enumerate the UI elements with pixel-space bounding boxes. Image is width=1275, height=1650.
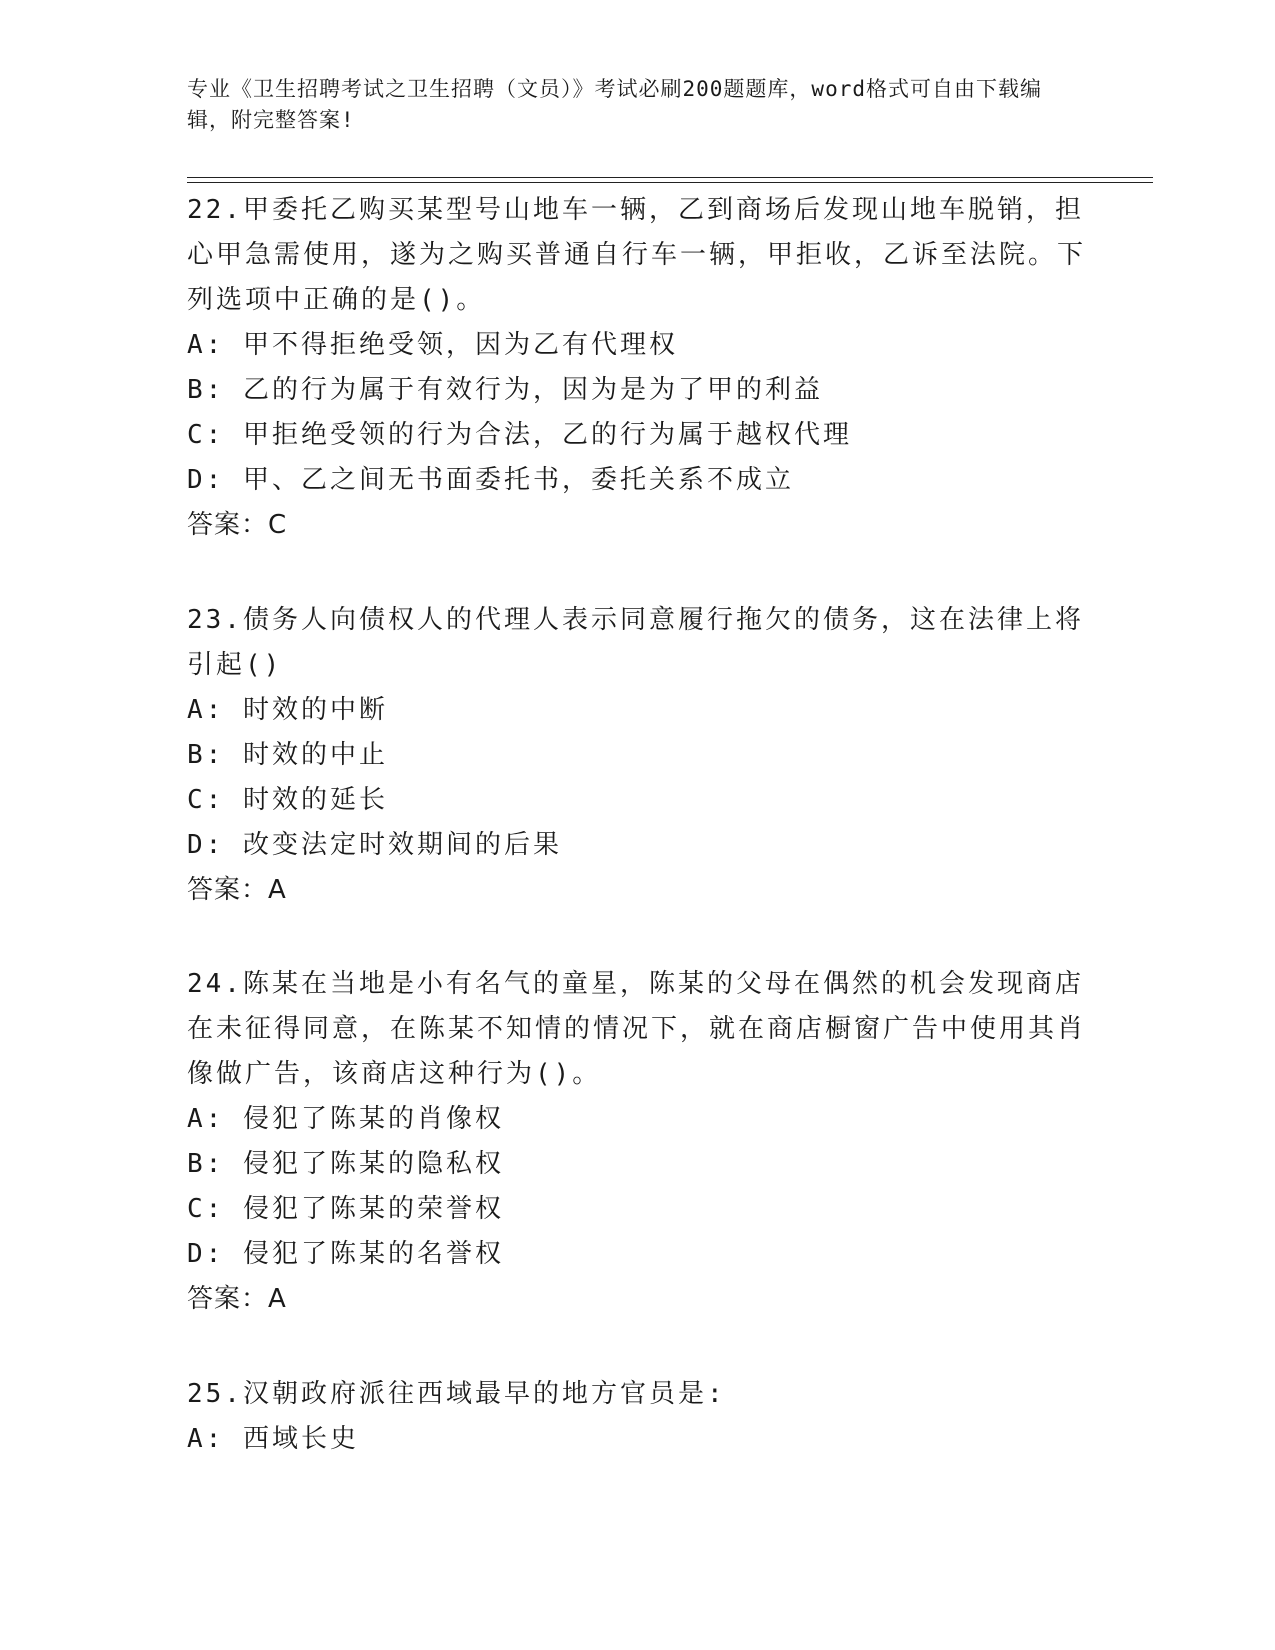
question-stem: 债务人向债权人的代理人表示同意履行拖欠的债务，这在法律上将引起()	[187, 605, 1084, 680]
answer-label: 答案：	[187, 510, 269, 540]
answer-line	[187, 868, 1087, 913]
answer-value: A	[268, 875, 287, 905]
question-stem: 陈某在当地是小有名气的童星，陈某的父母在偶然的机会发现商店在未征得同意，在陈某不知情的情况下，就在商店橱窗广告中使用其肖像做广告，该商店这种行为()。	[187, 969, 1087, 1089]
question-23	[187, 598, 1087, 913]
header-divider-bottom	[187, 182, 1153, 183]
question-text	[187, 962, 1087, 1097]
document-header: 专业《卫生招聘考试之卫生招聘（文员）》考试必刷200题题库，word格式可自由下载编辑，附完整答案!	[187, 77, 1042, 132]
question-24	[187, 962, 1087, 1322]
option-c: C: 时效的延长	[187, 785, 388, 815]
option-b: B: 侵犯了陈某的隐私权	[187, 1149, 504, 1179]
answer-line	[187, 1277, 1087, 1322]
option-a: A: 甲不得拒绝受领，因为乙有代理权	[187, 330, 678, 360]
option-d: D: 改变法定时效期间的后果	[187, 830, 562, 860]
option-b: B: 时效的中止	[187, 740, 388, 770]
option-a: A: 侵犯了陈某的肖像权	[187, 1104, 504, 1134]
question-stem: 汉朝政府派往西域最早的地方官员是:	[242, 1379, 726, 1409]
option-a: A: 西域长史	[187, 1424, 359, 1454]
option-c: C: 侵犯了陈某的荣誉权	[187, 1194, 504, 1224]
option-a: A: 时效的中断	[187, 695, 388, 725]
question-stem: 甲委托乙购买某型号山地车一辆，乙到商场后发现山地车脱销，担心甲急需使用，遂为之购买普通自行车一辆，甲拒收，乙诉至法院。下列选项中正确的是()。	[187, 195, 1087, 315]
option-d: D: 侵犯了陈某的名誉权	[187, 1239, 504, 1269]
answer-label: 答案：	[187, 875, 269, 905]
answer-value: C	[268, 510, 288, 540]
option-b: B: 乙的行为属于有效行为，因为是为了甲的利益	[187, 375, 823, 405]
question-22	[187, 188, 1087, 548]
question-number: 24.	[187, 969, 243, 999]
option-d: D: 甲、乙之间无书面委托书，委托关系不成立	[187, 465, 794, 495]
question-25	[187, 1372, 1087, 1462]
question-text	[187, 1372, 1087, 1417]
question-text	[187, 598, 1087, 688]
answer-label: 答案：	[187, 1284, 269, 1314]
question-text	[187, 188, 1087, 323]
question-number: 25.	[187, 1379, 243, 1409]
header-divider-top	[187, 177, 1153, 178]
answer-line	[187, 503, 1087, 548]
answer-value: A	[268, 1284, 287, 1314]
question-number: 22.	[187, 195, 243, 225]
option-c: C: 甲拒绝受领的行为合法，乙的行为属于越权代理	[187, 420, 852, 450]
question-number: 23.	[187, 605, 243, 635]
